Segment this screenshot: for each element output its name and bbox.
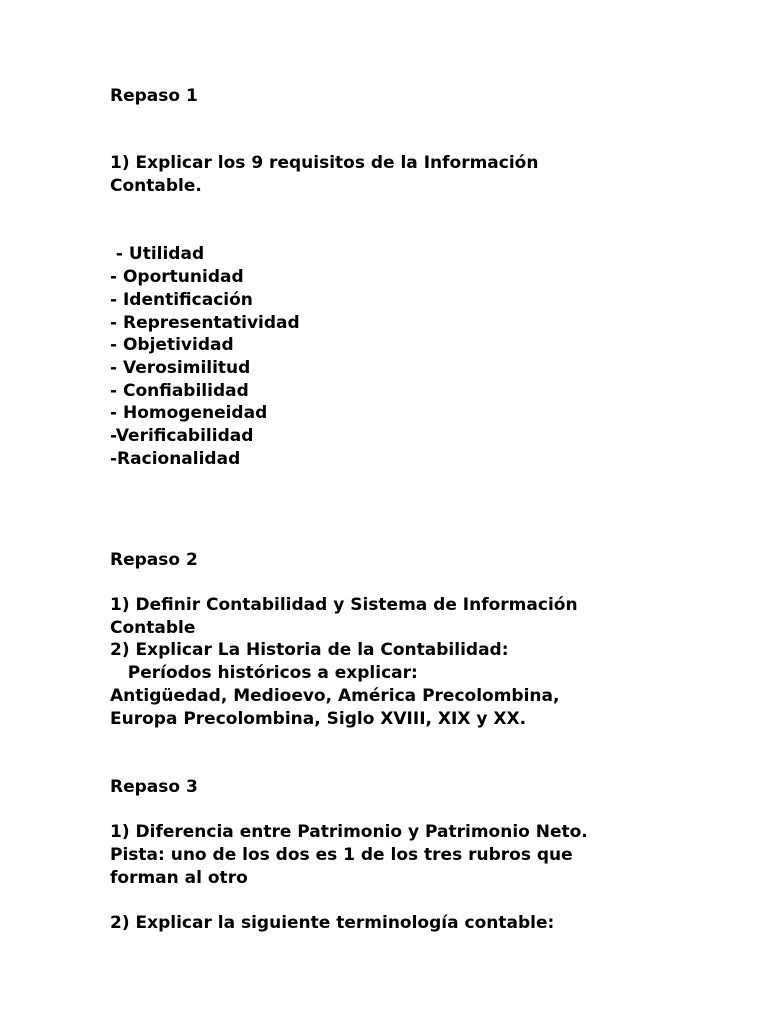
repaso-3-heading: Repaso 3 bbox=[110, 777, 198, 797]
repaso-1-question-1-line-1: 1) Explicar los 9 requisitos de la Información bbox=[110, 153, 539, 173]
repaso-3-question-1-line-2: Pista: uno de los dos es 1 de los tres rubros que bbox=[110, 845, 573, 865]
list-item: -Verificabilidad bbox=[110, 426, 254, 446]
repaso-2-question-1-line-2: Contable bbox=[110, 618, 196, 638]
repaso-2-question-2-line-1: 2) Explicar La Historia de la Contabilidad: bbox=[110, 640, 509, 660]
list-item: - Representatividad bbox=[110, 313, 300, 333]
repaso-1-question-1-line-2: Contable. bbox=[110, 176, 202, 196]
repaso-2-question-2-line-4: Europa Precolombina, Siglo XVIII, XIX y XX. bbox=[110, 709, 527, 729]
repaso-2-question-2-line-2: Períodos históricos a explicar: bbox=[110, 663, 418, 683]
repaso-3-question-1-line-3: forman al otro bbox=[110, 868, 248, 888]
repaso-2-question-1-line-1: 1) Definir Contabilidad y Sistema de Información bbox=[110, 595, 578, 615]
list-item: - Oportunidad bbox=[110, 267, 244, 287]
repaso-2-question-2-line-3: Antigüedad, Medioevo, América Precolombina, bbox=[110, 686, 560, 706]
repaso-2-heading: Repaso 2 bbox=[110, 550, 198, 570]
list-item: - Homogeneidad bbox=[110, 403, 268, 423]
list-item: - Verosimilitud bbox=[110, 358, 251, 378]
list-item: -Racionalidad bbox=[110, 449, 241, 469]
repaso-3-question-1-line-1: 1) Diferencia entre Patrimonio y Patrimonio Neto. bbox=[110, 822, 588, 842]
repaso-3-question-2-line-1: 2) Explicar la siguiente terminología contable: bbox=[110, 913, 555, 933]
repaso-1-heading: Repaso 1 bbox=[110, 86, 198, 106]
list-item: - Identificación bbox=[110, 290, 253, 310]
list-item: - Confiabilidad bbox=[110, 381, 249, 401]
list-item: - Utilidad bbox=[110, 244, 205, 264]
list-item: - Objetividad bbox=[110, 335, 234, 355]
